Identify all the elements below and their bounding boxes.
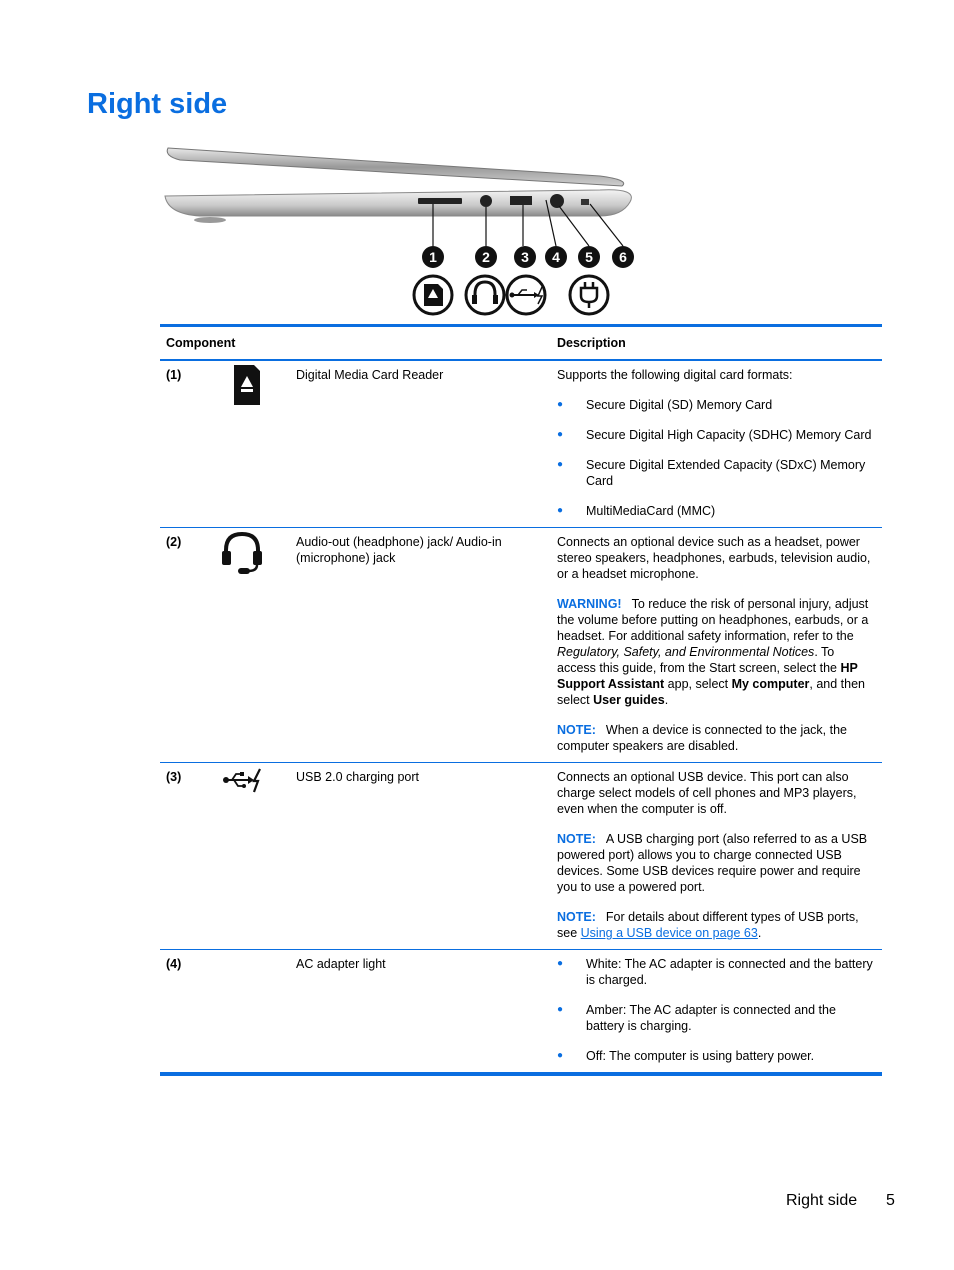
table-header-row <box>160 326 882 361</box>
note-text: When a device is connected to the jack, the computer speakers are disabled. <box>557 723 848 753</box>
document-title: Regulatory, Safety, and Environmental Notices <box>557 645 815 659</box>
component-table <box>160 324 882 1076</box>
footer-page-number: 5 <box>886 1192 895 1209</box>
note-text: A USB charging port (also referred to as a USB powered port) allows you to charge connected USB devices. Some USB devices require power and require you to use a powered port. <box>557 832 868 894</box>
headset-icon <box>214 565 264 579</box>
note-label: NOTE: <box>557 832 596 846</box>
list-item: ● Amber: The AC adapter is connected and the battery is charging. <box>557 1002 876 1034</box>
column-header-description: Description <box>551 326 882 361</box>
note-paragraph <box>557 831 876 895</box>
svg-text:1: 1 <box>429 249 437 265</box>
note-paragraph <box>557 722 876 754</box>
component-description <box>551 950 882 1075</box>
usb-device-page-link[interactable]: Using a USB device on page 63 <box>580 926 758 940</box>
laptop-right-side-illustration <box>160 140 650 320</box>
row-number: (4) <box>160 950 208 1075</box>
column-header-component: Component <box>160 326 551 361</box>
table-row <box>160 528 882 763</box>
warning-text: , and then select <box>557 677 865 707</box>
list-item: ● Secure Digital (SD) Memory Card <box>557 397 876 413</box>
app-name: HP Support Assistant <box>557 661 858 691</box>
description-intro: Supports the following digital card formats: <box>557 368 793 382</box>
component-description <box>551 528 882 763</box>
svg-text:5: 5 <box>585 249 593 265</box>
component-name: AC adapter light <box>290 950 551 1075</box>
note-label: NOTE: <box>557 723 596 737</box>
power-plug-icon <box>570 276 608 314</box>
row-icon-cell <box>208 528 290 763</box>
headset-icon <box>466 276 504 314</box>
note-text: . <box>757 926 762 940</box>
callout-3 <box>514 246 536 268</box>
note-text: For details about different types of USB ports, see <box>557 910 859 940</box>
component-name: Digital Media Card Reader <box>290 360 551 528</box>
component-name: USB 2.0 charging port <box>290 763 551 950</box>
menu-option: User guides <box>593 693 665 707</box>
warning-text: To reduce the risk of personal injury, adjust the volume before putting on headphones, earbuds, or a headset. For additional safety information, refer to the <box>557 597 869 643</box>
svg-text:6: 6 <box>619 249 627 265</box>
table-row <box>160 360 882 528</box>
note-label: NOTE: <box>557 910 596 924</box>
note-paragraph <box>557 909 876 941</box>
list-item: ● MultiMediaCard (MMC) <box>557 503 876 519</box>
component-description <box>551 763 882 950</box>
svg-text:4: 4 <box>552 249 560 265</box>
list-item: ● Secure Digital Extended Capacity (SDxC) Memory Card <box>557 457 876 489</box>
component-description <box>551 360 882 528</box>
card-format-list <box>557 397 876 519</box>
description-text: Connects an optional USB device. This port can also charge select models of cell phones and MP3 players, even when the computer is off. <box>557 770 857 816</box>
table-row <box>160 950 882 1075</box>
sd-card-icon <box>414 276 452 314</box>
warning-text: app, select <box>664 677 732 691</box>
page-title: Right side <box>87 88 228 120</box>
footer-section-title: Right side <box>786 1192 858 1209</box>
row-icon-cell <box>208 763 290 950</box>
menu-option: My computer <box>731 677 810 691</box>
row-number: (1) <box>160 360 208 528</box>
warning-text: . <box>664 693 669 707</box>
callout-1 <box>422 246 444 268</box>
component-name: Audio-out (headphone) jack/ Audio-in (microphone) jack <box>290 528 551 763</box>
list-item: ● Secure Digital High Capacity (SDHC) Memory Card <box>557 427 876 443</box>
svg-text:3: 3 <box>521 249 529 265</box>
list-item: ● White: The AC adapter is connected and the battery is charged. <box>557 956 876 988</box>
table-row <box>160 763 882 950</box>
warning-paragraph <box>557 596 876 708</box>
callout-4 <box>545 246 567 268</box>
row-icon-cell <box>208 360 290 528</box>
callout-5 <box>578 246 600 268</box>
sd-card-icon <box>214 396 262 410</box>
description-text: Connects an optional device such as a headset, power stereo speakers, headphones, earbuds, television audio, or a headset microphone. <box>557 535 871 581</box>
warning-label: WARNING! <box>557 597 622 611</box>
usb-charging-icon <box>507 276 545 314</box>
light-status-list <box>557 956 876 1064</box>
row-number: (3) <box>160 763 208 950</box>
callout-6 <box>612 246 634 268</box>
row-number: (2) <box>160 528 208 763</box>
row-icon-cell <box>208 950 290 1075</box>
svg-text:2: 2 <box>482 249 490 265</box>
list-item: ● Off: The computer is using battery power. <box>557 1048 876 1064</box>
warning-text: . To access this guide, from the Start screen, select the <box>557 645 841 675</box>
callout-2 <box>475 246 497 268</box>
usb-charging-icon <box>214 784 264 798</box>
